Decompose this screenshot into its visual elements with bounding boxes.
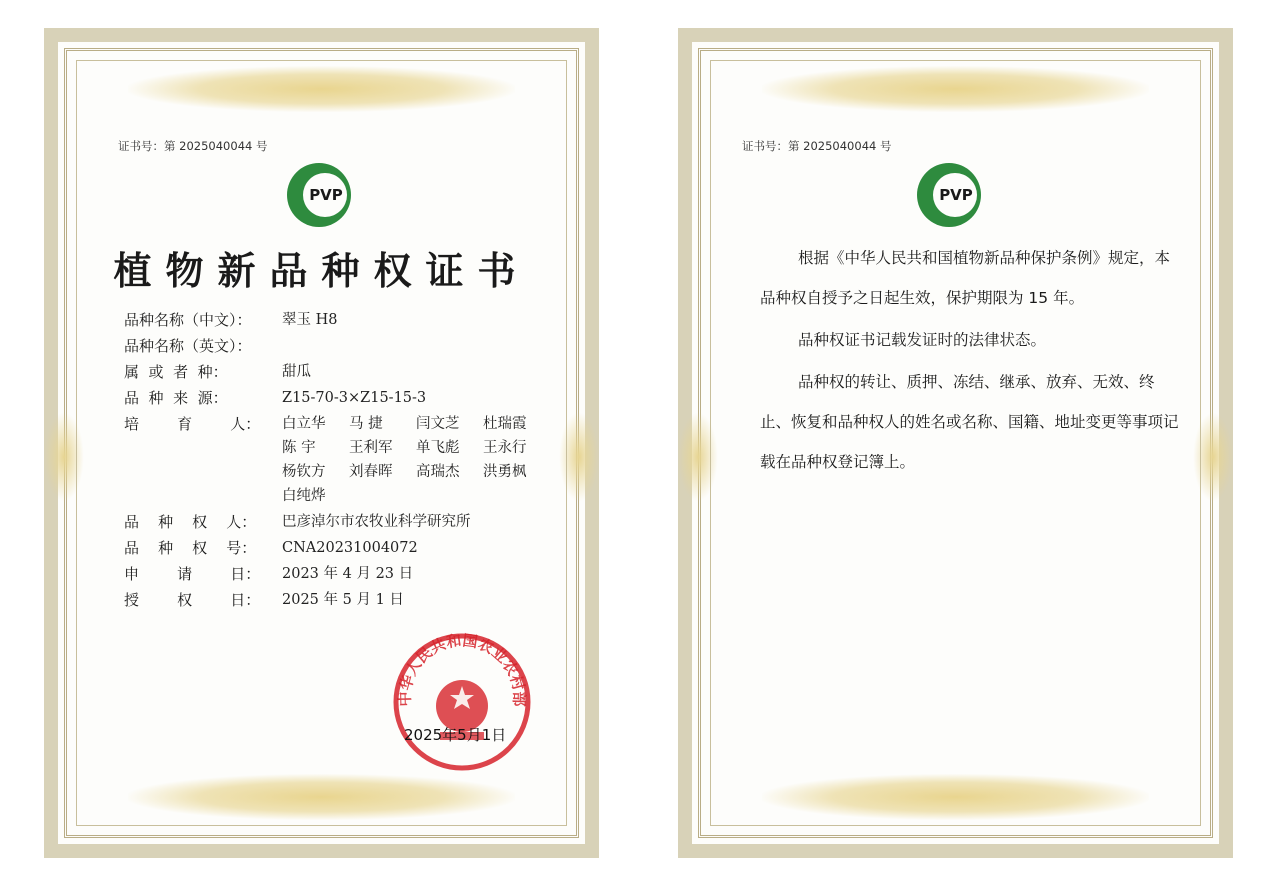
pvp-logo-icon (284, 160, 354, 230)
top-ornament (762, 66, 1149, 112)
certificate-fields (124, 308, 564, 614)
bottom-ornament (128, 774, 515, 820)
left-side-ornament (678, 412, 718, 502)
field-grant-date (124, 588, 564, 612)
certificate-back-page (678, 28, 1233, 858)
breeder-name: 马 捷 (349, 416, 383, 432)
pvp-logo-icon (914, 160, 984, 230)
bottom-ornament (762, 774, 1149, 820)
field-value: 2025 年 5 月 1 日 (282, 592, 404, 608)
breeder-name: 洪勇枫 (483, 464, 527, 480)
breeder-name: 刘春晖 (349, 464, 393, 480)
svg-text:中华人民共和国农业农村部: 中华人民共和国农业农村部 (395, 631, 529, 707)
top-ornament (128, 66, 515, 112)
field-label: 品 种 权 号： (124, 539, 257, 557)
right-side-ornament (1193, 412, 1233, 502)
certificate-number: 证书号：第 2025040044 号 (742, 139, 892, 153)
field-value: 翠玉 H8 (282, 312, 338, 328)
breeder-name: 王利军 (349, 440, 393, 456)
field-breeder (124, 412, 564, 508)
legal-paragraph: 品种权的转让、质押、冻结、继承、放弃、无效、终止、恢复和品种权人的姓名或名称、国籍、地址变更等事项记载在品种权登记簿上。 (760, 373, 1179, 471)
legal-text (760, 238, 1180, 484)
breeder-name: 单飞彪 (416, 440, 460, 456)
breeder-name: 杜瑞霞 (483, 416, 527, 432)
right-side-ornament (559, 412, 599, 502)
field-name-cn (124, 308, 564, 332)
field-label: 品种名称（英文）： (124, 337, 252, 355)
breeder-name: 陈 宇 (282, 440, 316, 456)
field-label: 品 种 来 源： (124, 389, 228, 407)
svg-text:PVP: PVP (309, 186, 343, 204)
breeder-name: 白立华 (282, 416, 326, 432)
field-label: 授 权 日： (124, 591, 261, 609)
breeder-name: 白纯烨 (282, 488, 326, 504)
field-value: 2023 年 4 月 23 日 (282, 566, 414, 582)
field-owner (124, 510, 564, 534)
breeder-name: 杨钦方 (282, 464, 326, 480)
certificate-front-page (44, 28, 599, 858)
legal-paragraph: 品种权证书记载发证时的法律状态。 (798, 331, 1047, 349)
field-apply-date (124, 562, 564, 586)
svg-text:PVP: PVP (939, 186, 973, 204)
official-seal-icon (390, 630, 534, 774)
field-right-number (124, 536, 564, 560)
seal-date: 2025年5月1日 (404, 726, 507, 744)
breeder-name: 王永行 (483, 440, 527, 456)
field-name-en (124, 334, 564, 358)
left-side-ornament (44, 412, 84, 502)
field-value: 巴彦淖尔市农牧业科学研究所 (282, 514, 471, 530)
field-genus (124, 360, 564, 384)
breeder-list (282, 412, 552, 508)
legal-paragraph: 根据《中华人民共和国植物新品种保护条例》规定，本品种权自授予之日起生效，保护期限为 15 年。 (760, 249, 1171, 307)
certificate-number: 证书号：第 2025040044 号 (118, 139, 268, 153)
field-value: CNA20231004072 (282, 540, 418, 556)
breeder-name: 闫文芝 (416, 416, 460, 432)
breeder-name: 高瑞杰 (416, 464, 460, 480)
field-label: 培 育 人： (124, 415, 261, 433)
certificate-title: 植物新品种权证书 (113, 249, 530, 293)
field-label: 属 或 者 种： (124, 363, 228, 381)
field-label: 申 请 日： (124, 565, 261, 583)
field-origin (124, 386, 564, 410)
field-label: 品 种 权 人： (124, 513, 257, 531)
field-label: 品种名称（中文）： (124, 311, 252, 329)
field-value: Z15-70-3×Z15-15-3 (282, 390, 427, 406)
field-value: 甜瓜 (282, 364, 311, 380)
